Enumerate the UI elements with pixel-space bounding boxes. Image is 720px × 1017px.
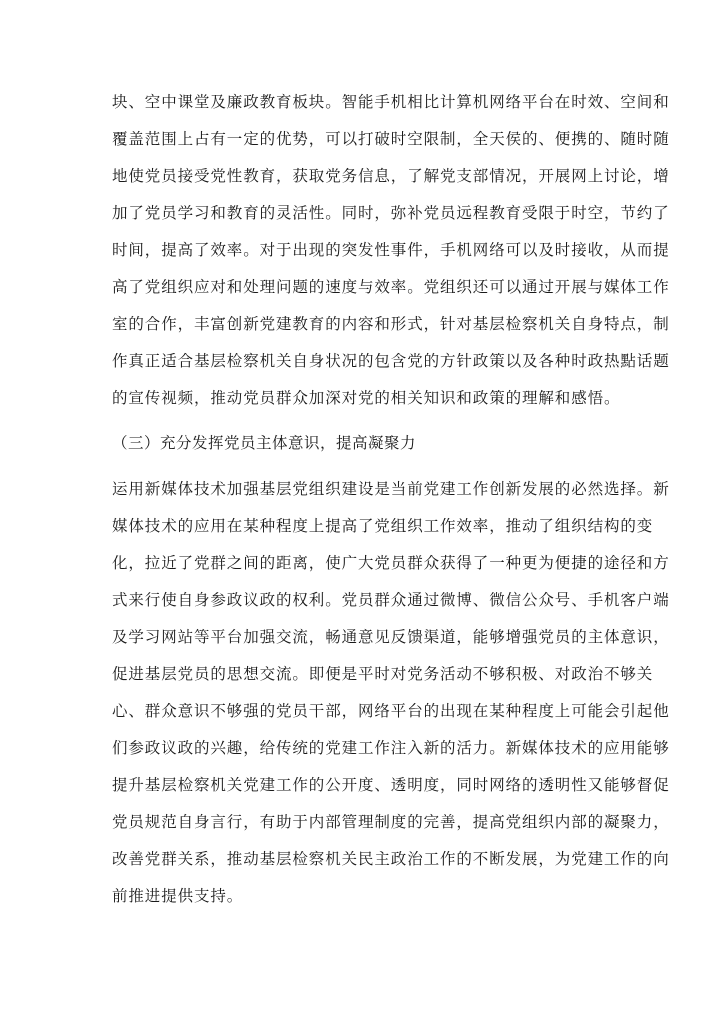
text-line: 及学习网站等平台加强交流，畅通意见反馈渠道，能够增强党员的主体意识，	[112, 628, 670, 646]
text-line: 化，拉近了党群之间的距离，使广大党员群众获得了一种更为便捷的途径和方	[112, 554, 670, 572]
text-line: 党员规范自身言行，有助于内部管理制度的完善，提高党组织内部的凝聚力，	[112, 813, 670, 831]
text-line: 块、空中课堂及廉政教育板块。智能手机相比计算机网络平台在时效、空间和	[112, 93, 670, 111]
text-line: 时间，提高了效率。对于出现的突发性事件，手机网络可以及时接收，从而提	[112, 241, 670, 259]
text-line: 前推进提供支持。	[112, 887, 244, 905]
text-line: 运用新媒体技术加强基层党组织建设是当前党建工作创新发展的必然选择。新	[112, 480, 670, 498]
text-line: 式来行使自身参政议政的权利。党员群众通过微博、微信公众号、手机客户端	[112, 591, 670, 609]
text-line: 提升基层检察机关党建工作的公开度、透明度，同时网络的透明性又能够督促	[112, 776, 670, 794]
text-line: 加了党员学习和教育的灵活性。同时，弥补党员远程教育受限于时空，节约了	[112, 204, 670, 222]
text-line: 高了党组织应对和处理问题的速度与效率。党组织还可以通过开展与媒体工作	[112, 278, 670, 296]
text-line: 室的合作，丰富创新党建教育的内容和形式，针对基层检察机关自身特点，制	[112, 315, 670, 333]
text-line: 心、群众意识不够强的党员干部，网络平台的出现在某种程度上可能会引起他	[112, 702, 670, 720]
text-line: 作真正适合基层检察机关自身状况的包含党的方针政策以及各种时政热點话题	[112, 352, 670, 370]
text-line: 促进基层党员的思想交流。即便是平时对党务活动不够积极、对政治不够关	[112, 665, 654, 683]
text-line: 的宣传视频，推动党员群众加深对党的相关知识和政策的理解和感悟。	[112, 389, 621, 407]
text-line: 地使党员接受党性教育，获取党务信息，了解党支部情况，开展网上讨论，增	[112, 167, 670, 185]
text-line: 媒体技术的应用在某种程度上提高了党组织工作效率，推动了组织结构的变	[112, 517, 654, 535]
text-line: 们参政议政的兴趣，给传统的党建工作注入新的活力。新媒体技术的应用能够	[112, 739, 670, 757]
text-line: 覆盖范围上占有一定的优势，可以打破时空限制，全天侯的、便携的、随时随	[112, 130, 670, 148]
text-line: 改善党群关系，推动基层检察机关民主政治工作的不断发展，为党建工作的向	[112, 850, 670, 868]
section-heading: （三）充分发挥党员主体意识，提高凝聚力	[112, 434, 417, 452]
